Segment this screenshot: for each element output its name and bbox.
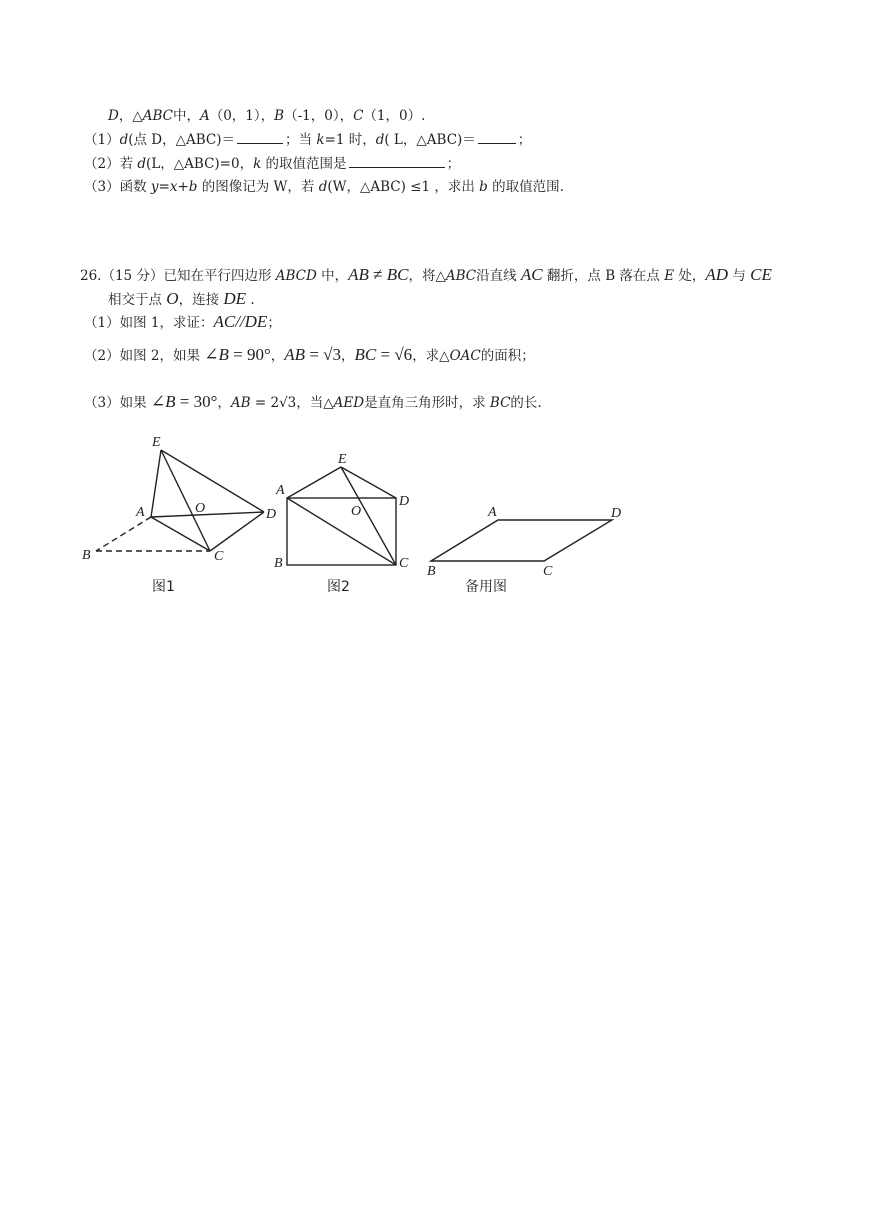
- text-run: ( L，△ABC)＝: [384, 132, 476, 148]
- fig2-caption: 图2: [327, 579, 350, 595]
- math-run: AB: [284, 345, 306, 364]
- math-run: = 30°: [175, 392, 218, 411]
- text-run: 的取值范围是: [261, 156, 347, 172]
- text-run: （3）如果: [84, 395, 151, 411]
- text-run: 的面积；: [480, 348, 535, 364]
- text-run: 中，: [316, 268, 349, 284]
- text-run: d: [137, 156, 147, 172]
- fig2-label-E: E: [338, 452, 347, 467]
- fig1-caption: 图1: [152, 579, 175, 595]
- text-run: 相交于点: [108, 292, 167, 308]
- figure-3: [431, 520, 612, 561]
- math-run: ∠B: [204, 345, 229, 364]
- text-run: A: [199, 108, 210, 124]
- text-run: （2）如图 2，如果: [84, 348, 205, 364]
- text-run: 的长.: [510, 395, 542, 411]
- text-run: （2）若: [84, 156, 138, 172]
- text-run: 的图像记为 W，若: [197, 179, 319, 195]
- math-run: AC: [520, 265, 543, 284]
- text-run: (L，△ABC)=0，: [146, 156, 254, 172]
- segment-AD: [151, 512, 264, 517]
- text-run: ，: [270, 348, 285, 364]
- math-run: =: [376, 345, 395, 364]
- text-run: d: [318, 179, 328, 195]
- figure-2: [287, 467, 396, 565]
- text-run: AED: [333, 395, 365, 411]
- fig1-label-A: A: [136, 505, 145, 520]
- fig3-label-A: A: [488, 505, 497, 520]
- text-run: （3）函数: [84, 179, 151, 195]
- text-run: 的取值范围.: [487, 179, 564, 195]
- text-run: y: [150, 179, 159, 195]
- text-run: OAC: [449, 348, 481, 364]
- text-run: = 2: [250, 395, 280, 411]
- math-run: O: [166, 289, 179, 308]
- text-run: d: [119, 132, 129, 148]
- text-run: ；: [446, 156, 461, 172]
- text-run: ABCD: [275, 268, 317, 284]
- text-run: (点 D，△ABC)＝: [128, 132, 236, 148]
- figure-1: [96, 450, 264, 551]
- math-run: CE: [750, 265, 772, 284]
- text-run: √3: [279, 395, 297, 411]
- text-run: AB: [230, 395, 251, 411]
- text-run: ；: [267, 315, 281, 331]
- fig2-label-A: A: [276, 483, 285, 498]
- math-run: BC: [354, 345, 377, 364]
- math-run: AD: [705, 265, 729, 284]
- segment-AE: [287, 467, 341, 498]
- text-run: 处，: [674, 268, 706, 284]
- math-run: = 90°: [228, 345, 271, 364]
- text-run: d: [375, 132, 385, 148]
- parallelogram-ABCD: [431, 520, 612, 561]
- text-run: （1，0）.: [363, 108, 426, 124]
- fig1-label-D: D: [266, 507, 277, 522]
- math-run: BC: [386, 265, 409, 284]
- segment-CD: [210, 512, 264, 551]
- math-run: √3: [323, 345, 342, 364]
- text-run: x: [169, 179, 178, 195]
- text-run: ABC: [142, 108, 173, 124]
- text-run: ，求△: [412, 348, 450, 364]
- text-run: =: [158, 179, 170, 195]
- text-run: .: [246, 292, 255, 308]
- fig3-caption: 备用图: [465, 579, 507, 595]
- fig2-label-B: B: [274, 556, 283, 571]
- fig1-label-B: B: [82, 548, 91, 563]
- fig2-label-C: C: [399, 556, 409, 571]
- text-run: =1 时，: [324, 132, 376, 148]
- text-run: （-1，0），: [284, 108, 354, 124]
- text-run: ABC: [445, 268, 477, 284]
- fig2-label-O: O: [351, 504, 362, 519]
- math-run: =: [305, 345, 324, 364]
- fig1-label-C: C: [214, 549, 224, 564]
- text-run: ，连接: [178, 292, 224, 308]
- fig3-label-B: B: [427, 564, 436, 579]
- text-run: ，: [217, 395, 231, 411]
- fig3-label-C: C: [543, 564, 553, 579]
- text-run: ，将△: [408, 268, 446, 284]
- text-run: 沿直线: [476, 268, 521, 284]
- text-run: ；当: [285, 132, 317, 148]
- math-run: √6: [394, 345, 413, 364]
- math-run: AB: [348, 265, 369, 284]
- dashed-segment-AB: [96, 517, 151, 551]
- text-run: +: [177, 179, 189, 195]
- text-run: 是直角三角形时，求: [364, 395, 490, 411]
- text-run: 翻折，点 B 落在点: [542, 268, 665, 284]
- text-run: 中，: [172, 108, 200, 124]
- text-run: ，△: [118, 108, 143, 124]
- fig1-label-E: E: [152, 435, 161, 450]
- fig2-label-D: D: [399, 494, 410, 509]
- text-run: B: [274, 108, 285, 124]
- text-run: 与: [728, 268, 751, 284]
- math-run: AC//DE: [213, 312, 268, 331]
- text-run: （1）如图 1，求证：: [84, 315, 214, 331]
- fig1-label-O: O: [195, 501, 206, 516]
- text-run: 26.（15 分）已知在平行四边形: [80, 268, 276, 284]
- text-run: ，: [341, 348, 355, 364]
- segment-AE: [151, 450, 161, 517]
- text-run: （0，1），: [209, 108, 275, 124]
- text-run: ，当△: [296, 395, 334, 411]
- segment-AC: [287, 498, 396, 565]
- text-run: D: [108, 108, 119, 124]
- text-run: k: [316, 132, 325, 148]
- text-run: ；: [517, 132, 532, 148]
- text-run: k: [253, 156, 262, 172]
- math-run: ∠B: [150, 392, 176, 411]
- text-run: b: [188, 179, 198, 195]
- math-run: ≠: [368, 265, 387, 284]
- text-run: BC: [489, 395, 511, 411]
- math-run: DE: [223, 289, 247, 308]
- text-run: C: [353, 108, 364, 124]
- fig3-label-D: D: [611, 506, 622, 521]
- text-run: （1）: [84, 132, 120, 148]
- text-run: E: [664, 268, 675, 284]
- text-run: b: [479, 179, 488, 195]
- text-run: (W，△ABC) ≤1 ，求出: [327, 179, 480, 195]
